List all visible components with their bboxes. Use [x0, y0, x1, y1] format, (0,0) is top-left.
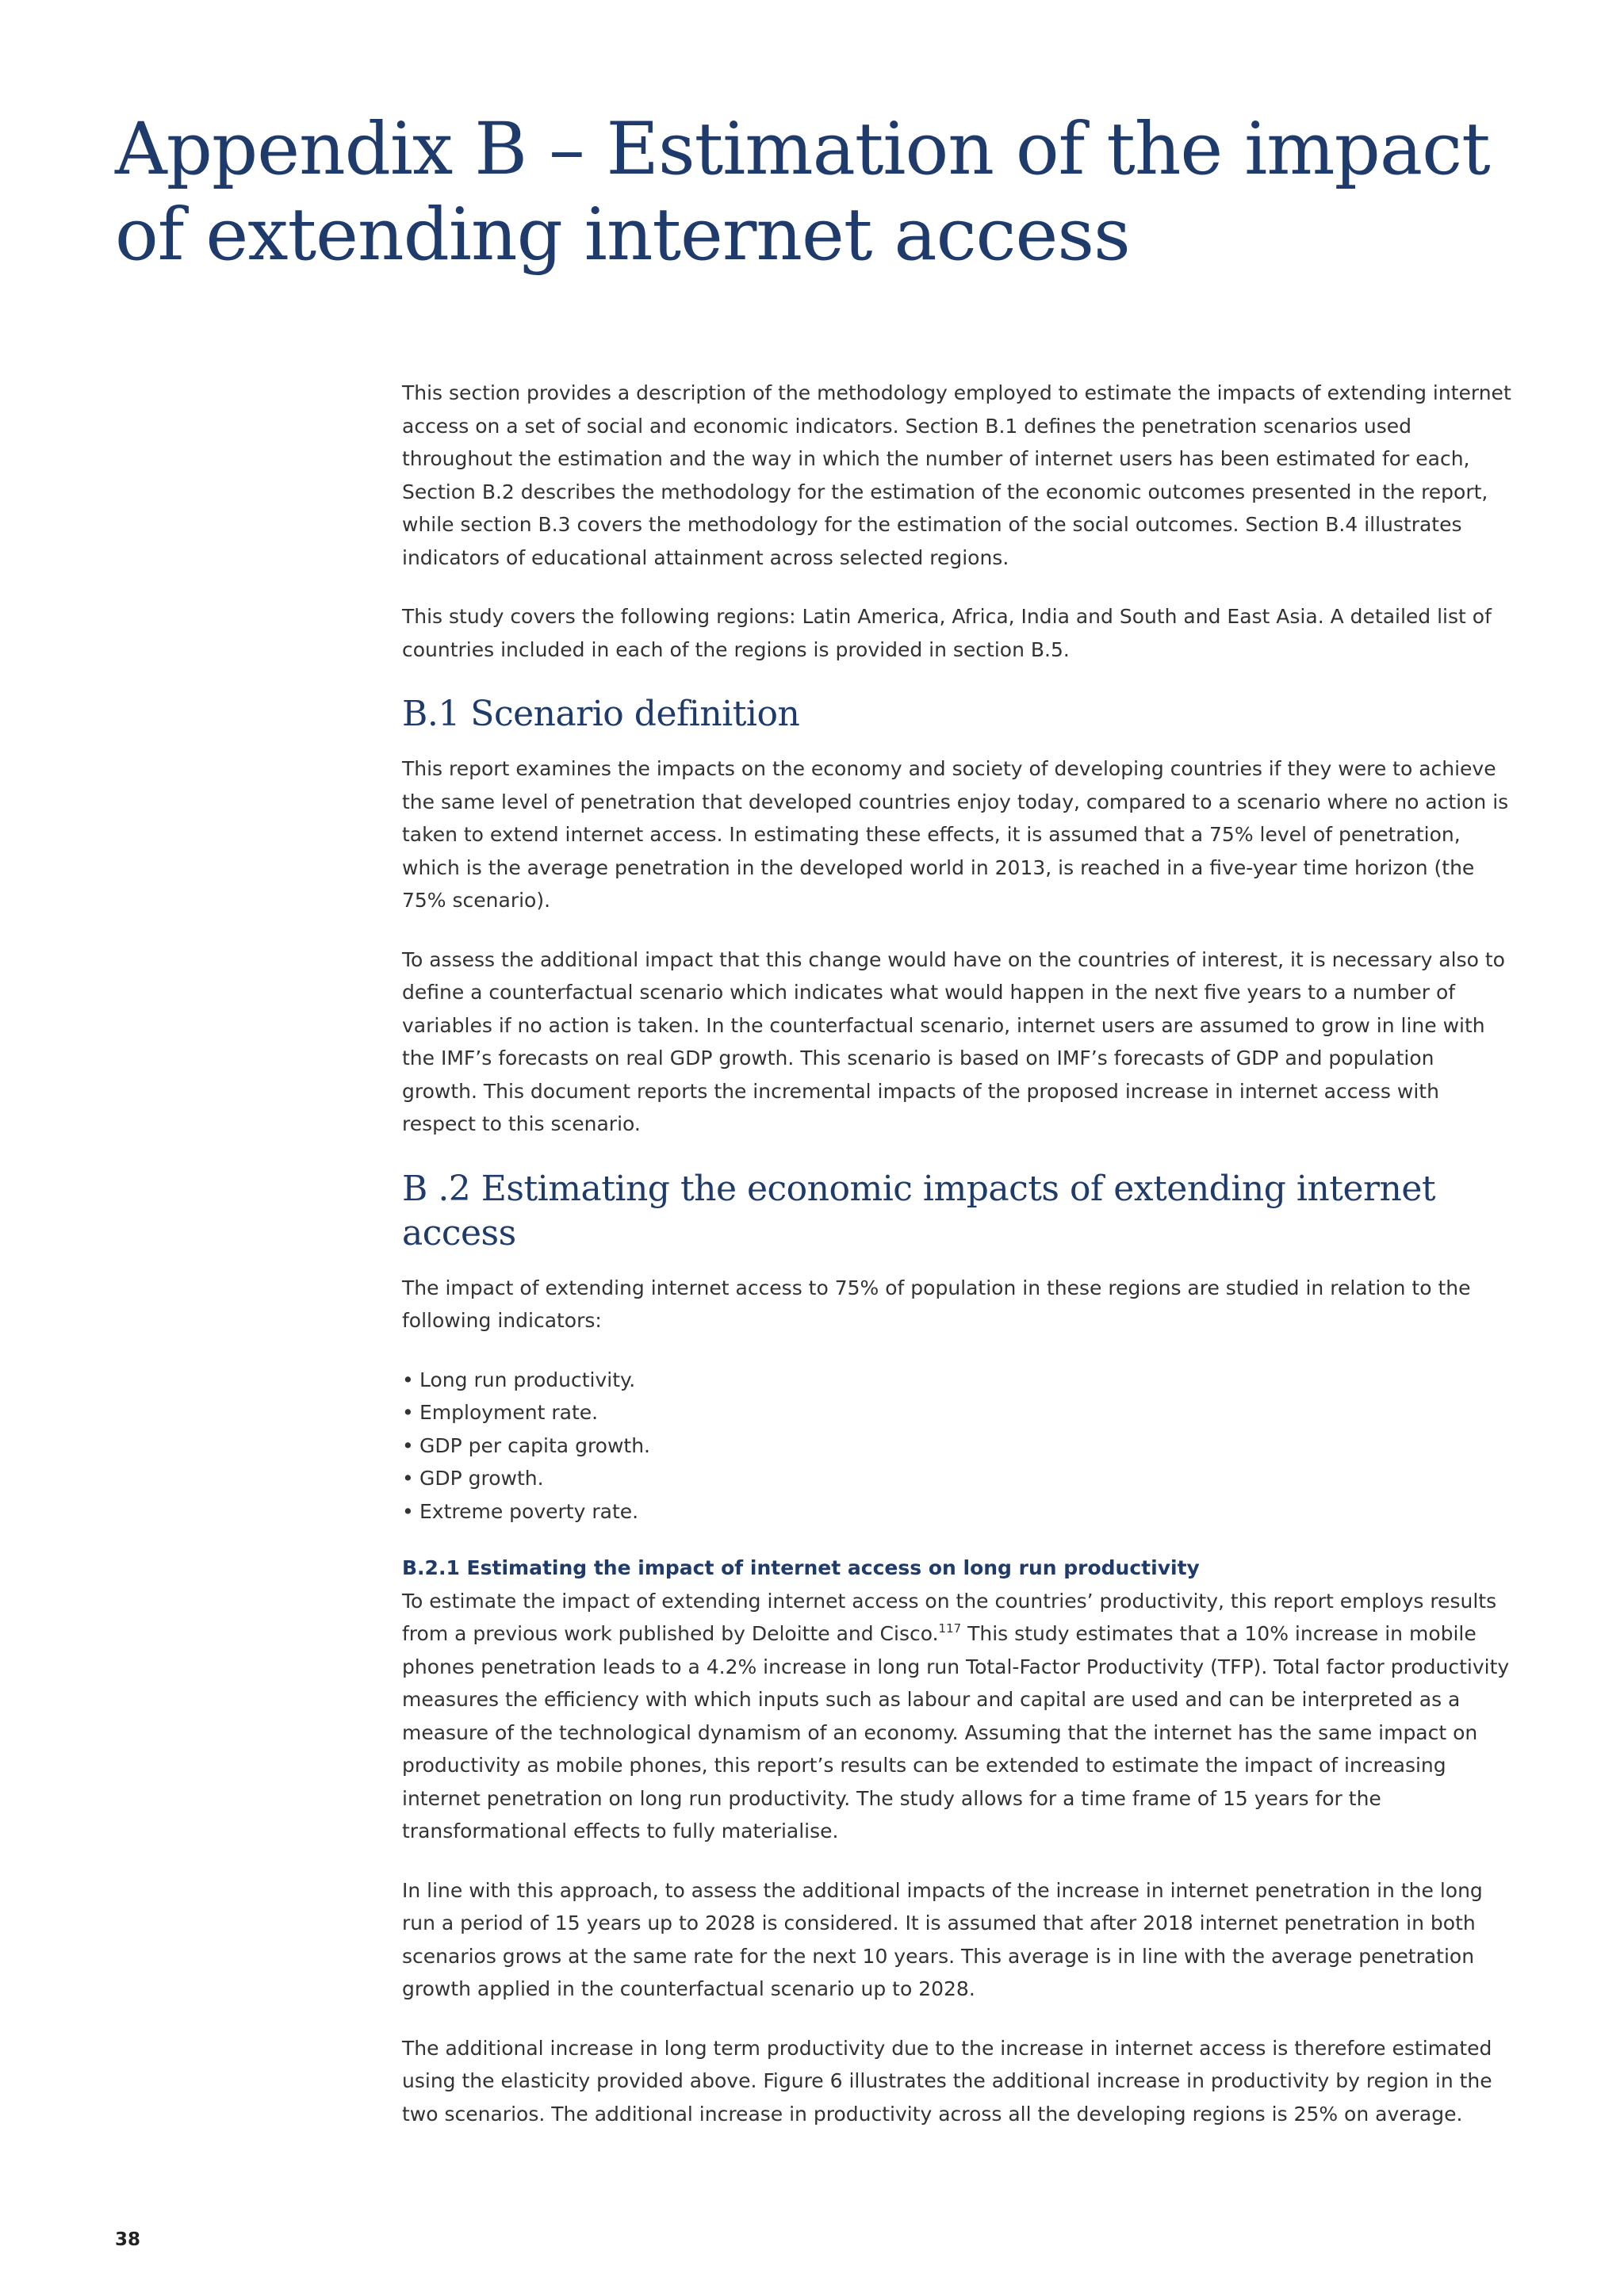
list-item — [402, 1495, 1512, 1529]
list-item-text: GDP per capita growth. — [419, 1433, 651, 1457]
intro-paragraph-1: This section provides a description of the methodology employed to estimate the impacts of extending internet access on a set of social and economic indicators. Section B.1 defines the penetration scenarios used throughout the estimation and the way in which the number of internet users has been estimated for each, Section B.2 describes the methodology for the estimation of the economic outcomes presented in the report, while section B.3 covers the methodology for the estimation of the social outcomes. Section B.4 illustrates indicators of educational attainment across selected regions. — [402, 381, 1511, 569]
bullet-icon: • — [402, 1401, 414, 1424]
list-item — [402, 1429, 1512, 1463]
footnote-ref: 117 — [938, 1621, 962, 1636]
bullet-icon: • — [402, 1467, 414, 1490]
list-item-text: Employment rate. — [419, 1401, 599, 1424]
list-item-text: Long run productivity. — [419, 1368, 636, 1391]
bullet-icon: • — [402, 1433, 414, 1457]
b2-paragraph-1: The impact of extending internet access to 75% of population in these regions are studied in relation to the following indicators: — [402, 1276, 1471, 1332]
b21-paragraph-3: The additional increase in long term productivity due to the increase in internet access is therefore estimated using the elasticity provided above. Figure 6 illustrates the additional increase in productivity by region in the two scenarios. The additional increase in productivity across all the developing regions is 25% on average. — [402, 2036, 1492, 2126]
b21-paragraph-2: In line with this approach, to assess the additional impacts of the increase in internet penetration in the long run a period of 15 years up to 2028 is considered. It is assumed that after 2018 internet penetration in both scenarios grows at the same rate for the next 10 years. This average is in line with the average penetration growth applied in the counterfactual scenario up to 2028. — [402, 1878, 1483, 2000]
b1-paragraph-2: To assess the additional impact that this change would have on the countries of interest, it is necessary also to define a counterfactual scenario which indicates what would happen in the next five years to a number of variables if no action is taken. In the counterfactual scenario, internet users are assumed to grow in line with the IMF’s forecasts on real GDP growth. This scenario is based on IMF’s forecasts of GDP and population growth. This document reports the incremental impacts of the proposed increase in internet access with respect to this scenario. — [402, 947, 1505, 1135]
list-item-text: Extreme poverty rate. — [419, 1499, 639, 1523]
section-b2-heading: B .2 Estimating the economic impacts of extending internet access — [402, 1168, 1436, 1253]
b21-paragraph-1 — [402, 1585, 1512, 1848]
b1-paragraph-1: This report examines the impacts on the economy and society of developing countries if they were to achieve the same level of penetration that developed countries enjoy today, compared to a scenario where no action is taken to extend internet access. In estimating these effects, it is assumed that a 75% level of penetration, which is the average penetration in the developed world in 2013, is reached in a five-year time horizon (the 75% scenario). — [402, 757, 1509, 912]
page-title: Appendix B – Estimation of the impact of extending internet access — [115, 108, 1490, 277]
b21-paragraph-1-end: This study estimates that a 10% increase in mobile phones penetration leads to a 4.2% increase in long run Total-Factor Productivity (TFP). Total factor productivity measures the efficiency with which inputs such as labour and capital are used and can be interpreted as a measure of the technological dynamism of an economy. Assuming that the internet has the same impact on productivity as mobile phones, this report’s results can be extended to estimate the impact of increasing internet penetration on long run productivity. The study allows for a time frame of 15 years for the transformational effects to fully materialise. — [402, 1622, 1510, 1843]
page-number: 38 — [115, 2229, 141, 2250]
list-item — [402, 1396, 1512, 1429]
intro-paragraph-2: This study covers the following regions: Latin America, Africa, India and South and East Asia. A detailed list of countries included in each of the regions is provided in section B.5. — [402, 605, 1492, 661]
list-item — [402, 1364, 1512, 1397]
bullet-icon: • — [402, 1499, 414, 1523]
list-item-text: GDP growth. — [419, 1467, 544, 1490]
b21-paragraph-1-start: To estimate the impact of extending internet access on the countries’ productivity, this report employs results from a previous work published by Deloitte and Cisco. — [402, 1589, 1497, 1645]
section-b21-heading: B.2.1 Estimating the impact of internet access on long run productivity — [402, 1556, 1200, 1579]
indicator-list — [402, 1364, 1512, 1529]
section-b1-heading: B.1 Scenario definition — [402, 694, 800, 734]
list-item — [402, 1462, 1512, 1495]
bullet-icon: • — [402, 1368, 414, 1391]
body-column — [402, 377, 1512, 2156]
